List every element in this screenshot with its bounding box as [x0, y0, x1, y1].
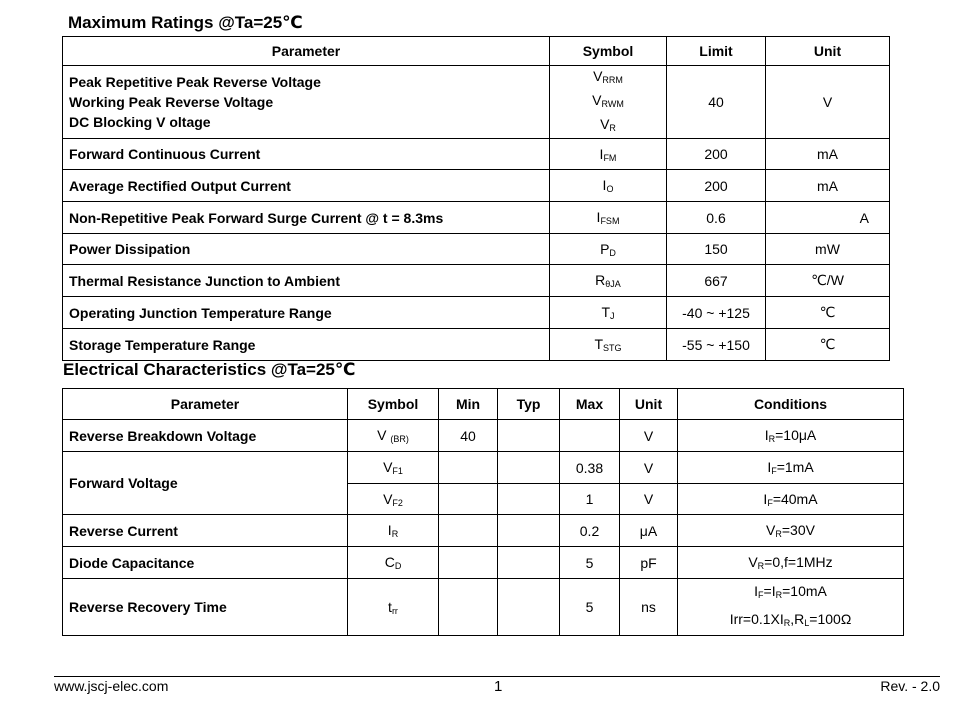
header-parameter: Parameter: [63, 37, 550, 66]
max-cell: 0.38: [560, 452, 620, 484]
conditions-cell: $V_R=0,f=1MHz$: [678, 547, 904, 579]
limit-cell: 200: [667, 170, 766, 202]
symbol-cell: V $_{(BR)}$: [348, 420, 439, 452]
footer-website: www.jscj-elec.com: [54, 678, 169, 694]
unit-cell: A: [766, 202, 890, 234]
condition-line: $Irr=0.1XI_R,R_L=100\Omega$: [729, 611, 852, 628]
table-row: [63, 265, 890, 297]
limit-cell: 667: [667, 265, 766, 297]
symbol: $V_{RWM}$: [592, 92, 624, 109]
limit-cell: 200: [667, 139, 766, 170]
max-cell: 1: [560, 484, 620, 515]
header-parameter: Parameter: [63, 389, 348, 420]
param-cell: [63, 66, 550, 139]
symbol-cell: $I_R$: [348, 515, 439, 547]
table-row: [63, 547, 904, 579]
param-cell: Storage Temperature Range: [63, 329, 550, 361]
table-row: [63, 515, 904, 547]
param-cell: Thermal Resistance Junction to Ambient: [63, 265, 550, 297]
electrical-table: [62, 388, 904, 636]
min-cell: [439, 515, 498, 547]
typ-cell: [498, 484, 560, 515]
symbol-cell: $V_{F2}$: [348, 484, 439, 515]
symbol-cell: $T_{STG}$: [550, 329, 667, 361]
min-cell: [439, 452, 498, 484]
table-row: [63, 202, 890, 234]
max-cell: [560, 420, 620, 452]
symbol: $V_R$: [600, 116, 616, 133]
conditions-cell: $V_R=30V$: [678, 515, 904, 547]
param-cell: Average Rectified Output Current: [63, 170, 550, 202]
table-row: [63, 420, 904, 452]
condition-line: $I_F=I_R=10mA$: [754, 583, 827, 600]
typ-cell: [498, 515, 560, 547]
table-row: [63, 329, 890, 361]
header-min: Min: [439, 389, 498, 420]
footer-revision: Rev. - 2.0: [880, 678, 940, 694]
table-row: [63, 297, 890, 329]
unit-cell: ℃: [766, 297, 890, 329]
table-row: [63, 139, 890, 170]
page-footer: [54, 676, 940, 695]
symbol-cell: $C_D$: [348, 547, 439, 579]
limit-cell: -55 ~ +150: [667, 329, 766, 361]
unit-cell: mW: [766, 234, 890, 265]
symbol-cell: $P_D$: [550, 234, 667, 265]
symbol-cell: [550, 66, 667, 139]
header-symbol: Symbol: [348, 389, 439, 420]
table-row: [63, 66, 890, 139]
param-cell: Reverse Recovery Time: [63, 579, 348, 636]
typ-cell: [498, 547, 560, 579]
limit-cell: 0.6: [667, 202, 766, 234]
min-cell: 40: [439, 420, 498, 452]
conditions-cell: $I_R=10\mu A$: [678, 420, 904, 452]
unit-cell: pF: [620, 547, 678, 579]
param-cell: Reverse Breakdown Voltage: [63, 420, 348, 452]
param-label: Working Peak Reverse Voltage: [69, 94, 274, 110]
unit-cell: V: [620, 452, 678, 484]
max-cell: 5: [560, 547, 620, 579]
min-cell: [439, 484, 498, 515]
conditions-cell: [678, 579, 904, 636]
symbol-cell: $T_J$: [550, 297, 667, 329]
header-unit: Unit: [766, 37, 890, 66]
param-label: DC Blocking V oltage: [69, 114, 211, 130]
unit-cell: ℃/W: [766, 265, 890, 297]
param-cell: Non-Repetitive Peak Forward Surge Current @ t = 8.3ms: [63, 202, 550, 234]
electrical-title: Electrical Characteristics @Ta=25℃: [63, 360, 356, 379]
unit-cell: ℃: [766, 329, 890, 361]
table-header-row: [63, 389, 904, 420]
typ-cell: [498, 420, 560, 452]
symbol-cell: $I_{FSM}$: [550, 202, 667, 234]
table-row: [63, 579, 904, 636]
unit-cell: μA: [620, 515, 678, 547]
header-limit: Limit: [667, 37, 766, 66]
table-row: [63, 452, 904, 484]
symbol: $V_{RRM}$: [593, 68, 623, 85]
unit-cell: mA: [766, 170, 890, 202]
symbol-cell: $I_O$: [550, 170, 667, 202]
max-ratings-table: [62, 36, 890, 361]
unit-cell: ns: [620, 579, 678, 636]
min-cell: [439, 579, 498, 636]
footer-page-number: 1: [494, 678, 503, 695]
table-row: [63, 170, 890, 202]
header-max: Max: [560, 389, 620, 420]
param-label: Peak Repetitive Peak Reverse Voltage: [69, 74, 321, 90]
conditions-cell: $I_F=1mA$: [678, 452, 904, 484]
param-cell: Operating Junction Temperature Range: [63, 297, 550, 329]
table-row: [63, 234, 890, 265]
limit-cell: 40: [667, 66, 766, 139]
typ-cell: [498, 452, 560, 484]
unit-cell: V: [620, 484, 678, 515]
limit-cell: -40 ~ +125: [667, 297, 766, 329]
param-cell: Power Dissipation: [63, 234, 550, 265]
param-cell: Forward Voltage: [63, 452, 348, 515]
conditions-cell: $I_F=40mA$: [678, 484, 904, 515]
header-symbol: Symbol: [550, 37, 667, 66]
header-typ: Typ: [498, 389, 560, 420]
symbol-cell: $t_{rr}$: [348, 579, 439, 636]
typ-cell: [498, 579, 560, 636]
header-conditions: Conditions: [678, 389, 904, 420]
max-cell: 0.2: [560, 515, 620, 547]
param-cell: Reverse Current: [63, 515, 348, 547]
unit-cell: V: [766, 66, 890, 139]
param-cell: Diode Capacitance: [63, 547, 348, 579]
symbol-cell: $I_{FM}$: [550, 139, 667, 170]
limit-cell: 150: [667, 234, 766, 265]
max-ratings-title: Maximum Ratings @Ta=25℃: [68, 13, 303, 32]
unit-cell: mA: [766, 139, 890, 170]
table-header-row: [63, 37, 890, 66]
symbol-cell: $V_{F1}$: [348, 452, 439, 484]
header-unit: Unit: [620, 389, 678, 420]
max-cell: 5: [560, 579, 620, 636]
symbol-cell: $R_{\theta JA}$: [550, 265, 667, 297]
min-cell: [439, 547, 498, 579]
unit-cell: V: [620, 420, 678, 452]
param-cell: Forward Continuous Current: [63, 139, 550, 170]
